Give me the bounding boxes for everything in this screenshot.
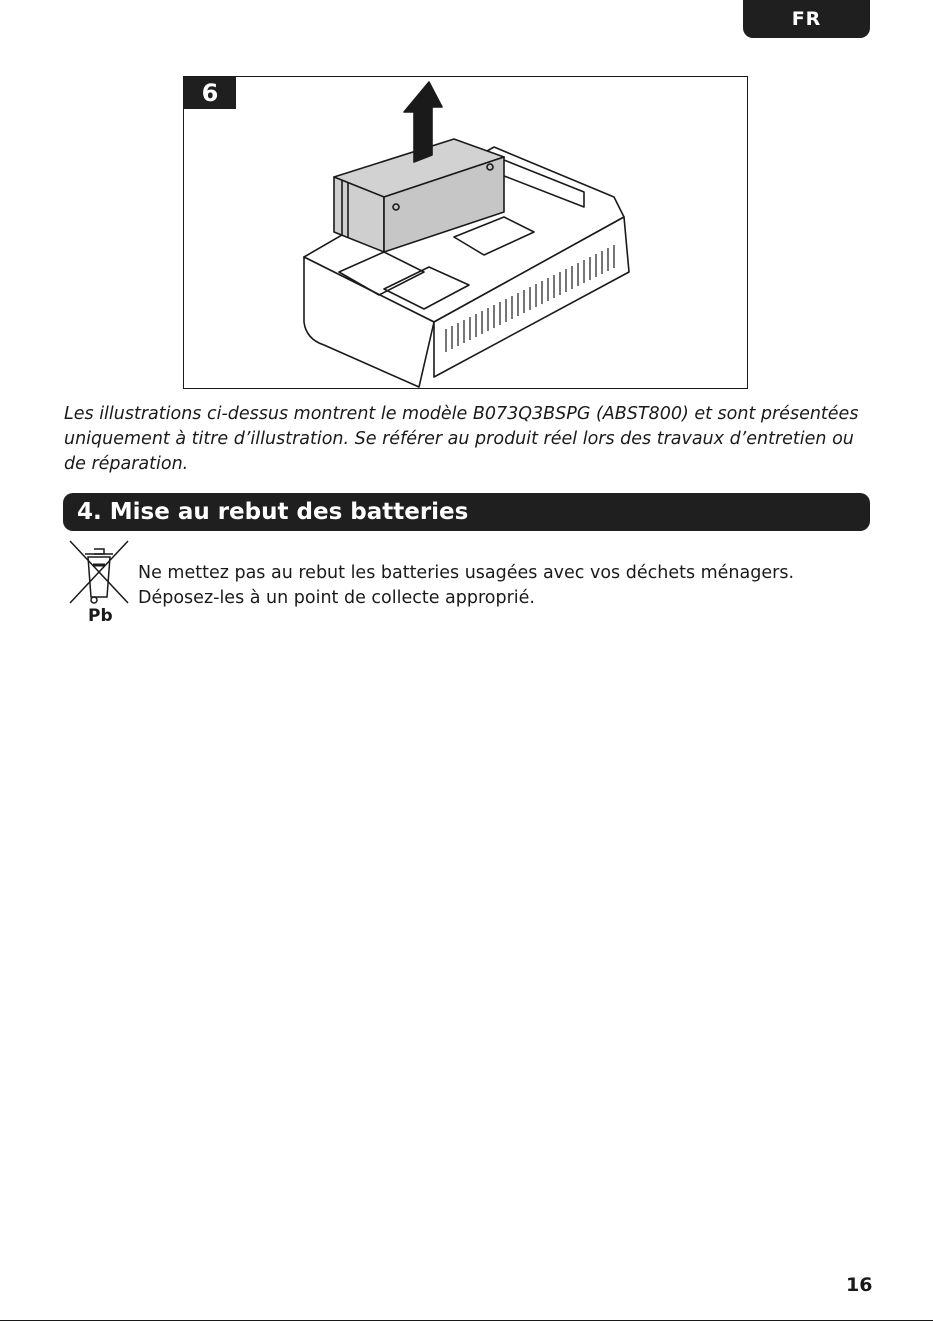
disposal-line-2: Déposez-les à un point de collecte approprié. <box>138 588 535 608</box>
figure-illustration <box>183 76 748 389</box>
language-label: FR <box>791 8 822 30</box>
section-header <box>63 493 870 531</box>
lead-symbol-label: Pb <box>88 606 113 626</box>
charger-illustration <box>184 77 748 389</box>
figure-caption: Les illustrations ci-dessus montrent le modèle B073Q3BSPG (ABST800) et sont présentées uniquement à titre d’illustration. Se référer au produit réel lors des travaux d’entretien ou de réparation. <box>64 404 859 474</box>
language-tab <box>743 0 870 38</box>
section-title: 4. Mise au rebut des batteries <box>77 499 469 525</box>
disposal-line-1: Ne mettez pas au rebut les batteries usagées avec vos déchets ménagers. <box>138 563 795 583</box>
page-number: 16 <box>846 1274 873 1296</box>
disposal-instructions <box>138 561 868 611</box>
footer-divider <box>0 1320 933 1321</box>
figure-number: 6 <box>184 77 236 109</box>
